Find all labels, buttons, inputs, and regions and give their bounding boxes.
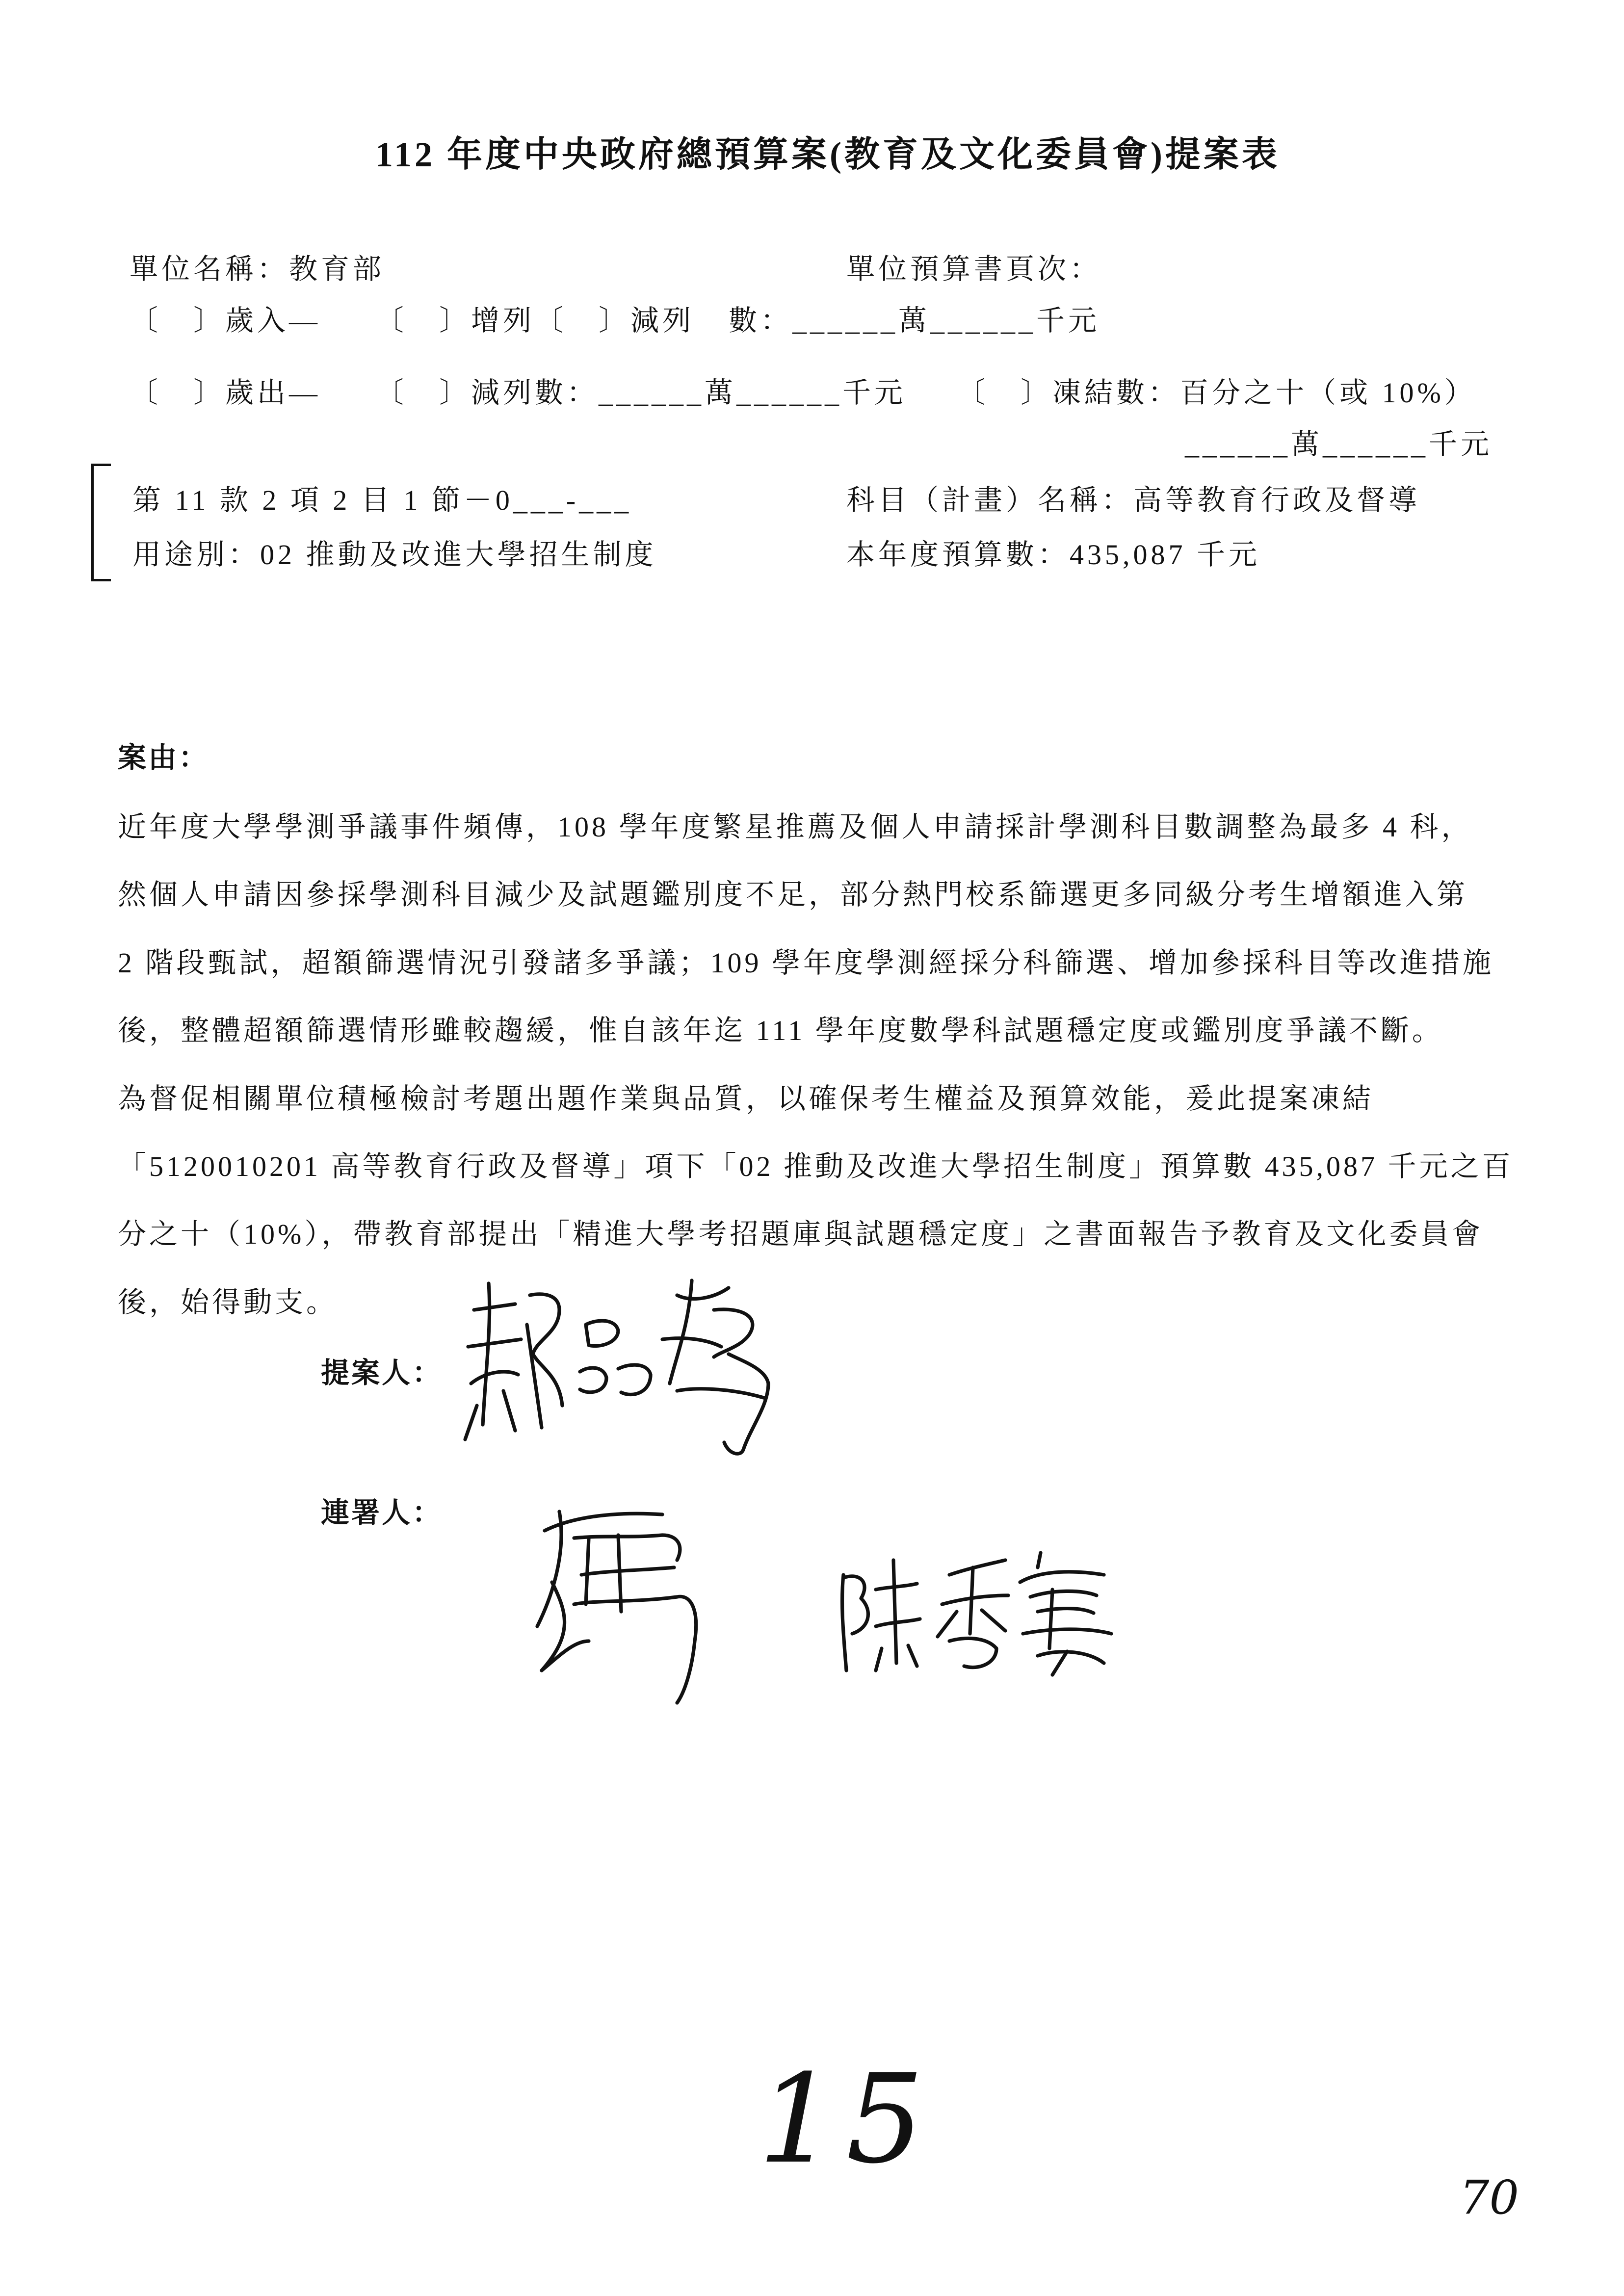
case-label: 案由： bbox=[118, 742, 210, 774]
cosigner-signature bbox=[832, 1545, 1119, 1678]
add-reduce-checkboxes: 〔 〕增列〔 〕減列 bbox=[375, 305, 695, 337]
subject-name: 科目（計畫）名稱：高等教育行政及督導 bbox=[846, 484, 1421, 516]
annual-budget: 本年度預算數：435,087 千元 bbox=[846, 539, 1261, 571]
expenditure-checkbox: 〔 〕歲出— bbox=[130, 377, 321, 409]
handwritten-page-number: 15 bbox=[758, 2048, 934, 2191]
usage-category: 用途別：02 推動及改進大學招生制度 bbox=[132, 539, 657, 571]
case-line: 為督促相關單位積極檢討考題出題作業與品質，以確保考生權益及預算效能，爰此提案凍結 bbox=[118, 1082, 1374, 1115]
corner-page-number: 70 bbox=[1460, 2171, 1519, 2225]
document-title: 112 年度中央政府總預算案(教育及文化委員會)提案表 bbox=[375, 135, 1280, 174]
unit-name: 單位名稱：教育部 bbox=[130, 253, 385, 285]
budget-section: 第 11 款 2 項 2 目 1 節－0___-___ bbox=[132, 484, 632, 516]
proposer-label: 提案人： bbox=[321, 1357, 443, 1389]
budget-page-number: 單位預算書頁次： bbox=[846, 253, 1102, 285]
case-line: 後，整體超額篩選情形雖較趨緩，惟自該年迄 111 學年度數學科試題穩定度或鑑別度爭議不斷。 bbox=[118, 1015, 1443, 1047]
cosigner-signature bbox=[530, 1494, 707, 1707]
case-line: 近年度大學學測爭議事件頻傳，108 學年度繁星推薦及個人申請採計學測科目數調整為最多 4 科， bbox=[118, 811, 1473, 843]
case-line: 分之十（10%），帶教育部提出「精進大學考招題庫與試題穩定度」之書面報告予教育及文化委員會 bbox=[118, 1218, 1484, 1251]
proposer-signature bbox=[456, 1266, 780, 1457]
case-body bbox=[118, 793, 1514, 1336]
cosigner-label: 連署人： bbox=[321, 1497, 443, 1529]
case-line: 「5120010201 高等教育行政及督導」項下「02 推動及改進大學招生制度」預算數 435,087 千元之百 bbox=[118, 1150, 1514, 1182]
left-bracket bbox=[91, 464, 111, 581]
revenue-amount: 數：______萬______千元 bbox=[729, 305, 1100, 337]
case-line: 然個人申請因參採學測科目減少及試題鑑別度不足，部分熱門校系篩選更多同級分考生增額進入第 bbox=[118, 879, 1468, 911]
case-line: 後，始得動支。 bbox=[118, 1286, 338, 1318]
reduce-amount: 〔 〕減列數：______萬______千元 bbox=[375, 377, 907, 409]
freeze-amount: ______萬______千元 bbox=[1185, 428, 1493, 460]
case-line: 2 階段甄試，超額篩選情況引發諸多爭議；109 學年度學測經採分科篩選、增加參採科目等改進措施 bbox=[118, 946, 1494, 979]
freeze-checkbox: 〔 〕凍結數：百分之十（或 10%） bbox=[957, 377, 1476, 409]
revenue-checkbox: 〔 〕歲入— bbox=[130, 305, 321, 337]
